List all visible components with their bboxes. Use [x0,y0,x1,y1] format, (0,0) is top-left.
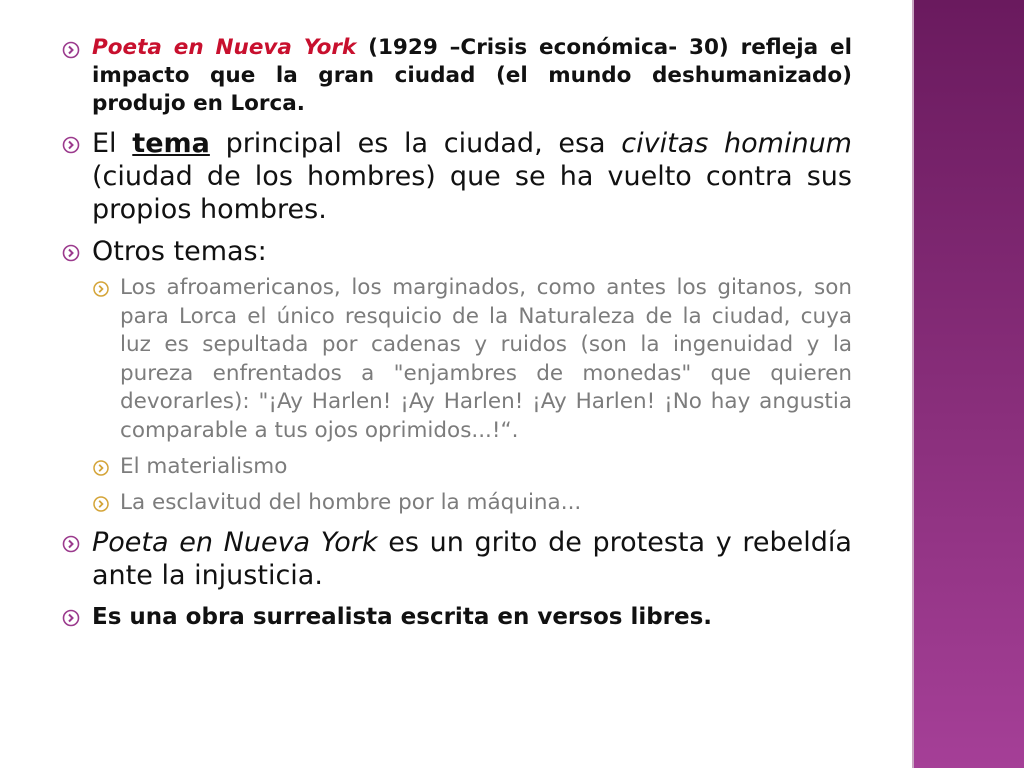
list-item [62,526,852,592]
circled-chevron-right-icon [62,136,80,154]
sub-list-item-text: La esclavitud del hombre por la máquina... [120,490,582,515]
list-item-text [92,526,852,592]
circled-chevron-right-icon [62,41,80,59]
sub-list-item-text: El materialismo [120,454,288,479]
bullet-list [62,34,852,632]
list-item-text [92,34,852,118]
circled-chevron-right-icon [92,495,110,513]
list-item [62,127,852,226]
item-rest-text: (ciudad de los hombres) que se ha vuelto contra sus propios hombres. [92,161,852,225]
circled-chevron-right-icon [92,459,110,477]
latin-phrase: civitas hominum [621,128,852,159]
circled-chevron-right-icon [62,244,80,262]
list-item-text: Es una obra surrealista escrita en versos libres. [92,604,713,630]
list-item [62,602,852,632]
list-item [62,235,852,268]
work-title: Poeta en Nueva York [92,527,378,558]
circled-chevron-right-icon [92,280,110,298]
circled-chevron-right-icon [62,609,80,627]
sub-list-item [62,274,852,445]
circled-chevron-right-icon [62,535,80,553]
list-item [62,34,852,118]
work-title: Poeta en Nueva York [92,35,357,60]
list-item-text: Otros temas: [92,236,267,267]
sub-list-item [62,489,852,517]
item-rest-text: es un grito de protesta y rebeldía ante la injusticia. [92,527,852,591]
list-item-text [92,127,852,226]
decorative-sidebar [912,0,1024,768]
sub-list-item [62,453,852,481]
item-rest-text: (1929 –Crisis económica- 30) refleja el impacto que la gran ciudad (el mundo deshumanizado) produjo en Lorca. [92,35,852,116]
item-pre-text: El [92,128,133,159]
sub-list-item-text: Los afroamericanos, los marginados, como antes los gitanos, son para Lorca el único resquicio de la Naturaleza de la ciudad, cuya luz es sepultada por cadenas y ruidos (son la ingenuidad y la pureza enfrentados a "enjambres de monedas" que quieren devorarles): "¡Ay Harlen! ¡Ay Harlen! ¡Ay Harlen! ¡No hay angustia comparable a tus ojos oprimidos...!“. [120,275,852,443]
emphasized-word: tema [132,128,210,159]
item-mid-text: principal es la ciudad, esa [209,128,622,159]
